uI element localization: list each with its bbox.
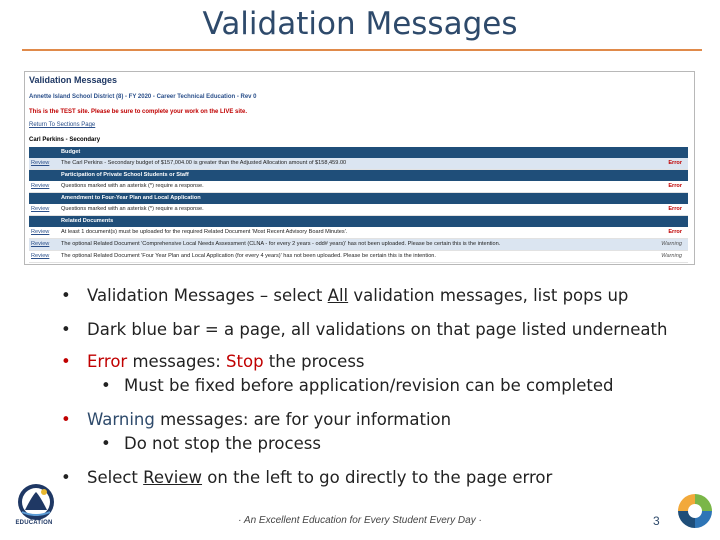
validation-message-text: The Carl Perkins - Secondary budget of $157,004.00 is greater than the Adjusted Allocation amount of $158,459.00 [61,160,347,166]
bullet-warning-messages [61,410,452,429]
validation-level-badge: Warning [661,241,682,247]
bullet-dot: • [101,376,111,395]
title-divider [22,49,702,51]
page-number: 3 [653,514,660,528]
education-seal-icon [8,482,64,534]
bullet-select-all [61,286,629,305]
bullet-dark-blue-bar [61,320,668,339]
page-bar: Amendment to Four-Year Plan and Local Application [29,193,688,204]
bullet-text: the process [263,352,365,371]
footer-tagline: · An Excellent Education for Every Student Every Day · [238,515,482,526]
validation-level-badge: Error [668,183,682,189]
warning-word: Warning [87,410,155,429]
page-bar: Participation of Private School Students or Staff [29,170,688,181]
bullet-text: messages: [127,352,227,371]
validation-message-row [29,251,688,263]
bullet-error-messages [61,352,365,371]
screenshot-heading: Validation Messages [29,75,118,85]
validation-level-badge: Warning [661,253,682,259]
bullet-dot: • [61,286,71,305]
bullet-dot: • [61,320,71,339]
validation-screenshot [24,71,695,265]
validation-message-text: Questions marked with an asterisk (*) require a response. [61,183,204,189]
bullet-text: Select [87,468,144,487]
bullet-text: Must be fixed before application/revision can be completed [124,376,614,395]
bullet-dot: • [61,410,71,429]
validation-message-text: The optional Related Document 'Comprehensive Local Needs Assessment (CLNA - for every 2 years - odd# years)' has not been uploaded. Please be certain this is the intention. [61,241,501,247]
validation-message-row [29,181,688,193]
review-link[interactable]: Review [31,241,50,247]
bullet-text: messages: are for your information [154,410,452,429]
bullet-dot: • [101,434,111,453]
validation-level-badge: Error [668,229,682,235]
return-to-sections-link[interactable]: Return To Sections Page [29,122,96,128]
validation-message-row [29,239,688,251]
department-swirl-logo-icon [674,490,716,532]
sub-bullet-must-fix [101,376,614,395]
bullet-text: Do not stop the process [124,434,321,453]
validation-message-row [29,204,688,216]
education-logo-text: EDUCATION [15,520,53,526]
section-title: Carl Perkins - Secondary [29,137,101,143]
bullet-text: on the left to go directly to the page error [202,468,553,487]
sub-bullet-do-not-stop [101,434,321,453]
bullet-dot: • [61,468,71,487]
bullet-text: Dark blue bar = a page, all validations on that page listed underneath [87,320,668,339]
review-link-text: Review [143,468,203,487]
validation-level-badge: Error [668,160,682,166]
bullet-select-review [61,468,553,487]
review-link[interactable]: Review [31,253,50,259]
validation-message-text: The optional Related Document 'Four Year Plan and Local Application (for every 4 years)' has not been uploaded. Please be certain this is the intention. [61,253,436,259]
validation-message-text: Questions marked with an asterisk (*) require a response. [61,206,204,212]
test-site-warning: This is the TEST site. Please be sure to complete your work on the LIVE site. [29,109,248,115]
validation-level-badge: Error [668,206,682,212]
validation-message-row [29,158,688,170]
review-link[interactable]: Review [31,183,50,189]
stop-word: Stop [226,352,264,371]
district-line: Annette Island School District (8) - FY 2020 - Career Technical Education - Rev 0 [29,94,257,100]
validation-message-row [29,227,688,239]
bullet-dot: • [61,352,71,371]
bullet-text: Validation Messages – select [87,286,328,305]
bullet-text: validation messages, list pops up [348,286,629,305]
page-bar: Related Documents [29,216,688,227]
validation-message-text: At least 1 document(s) must be uploaded for the required Related Document 'Most Recent Advisory Board Minutes'. [61,229,348,235]
error-word: Error [87,352,128,371]
validation-table [29,147,688,263]
review-link[interactable]: Review [31,229,50,235]
review-link[interactable]: Review [31,206,50,212]
review-link[interactable]: Review [31,160,50,166]
all-link-text: All [327,286,349,305]
page-bar: Budget [29,147,688,158]
slide-title: Validation Messages [202,6,518,42]
